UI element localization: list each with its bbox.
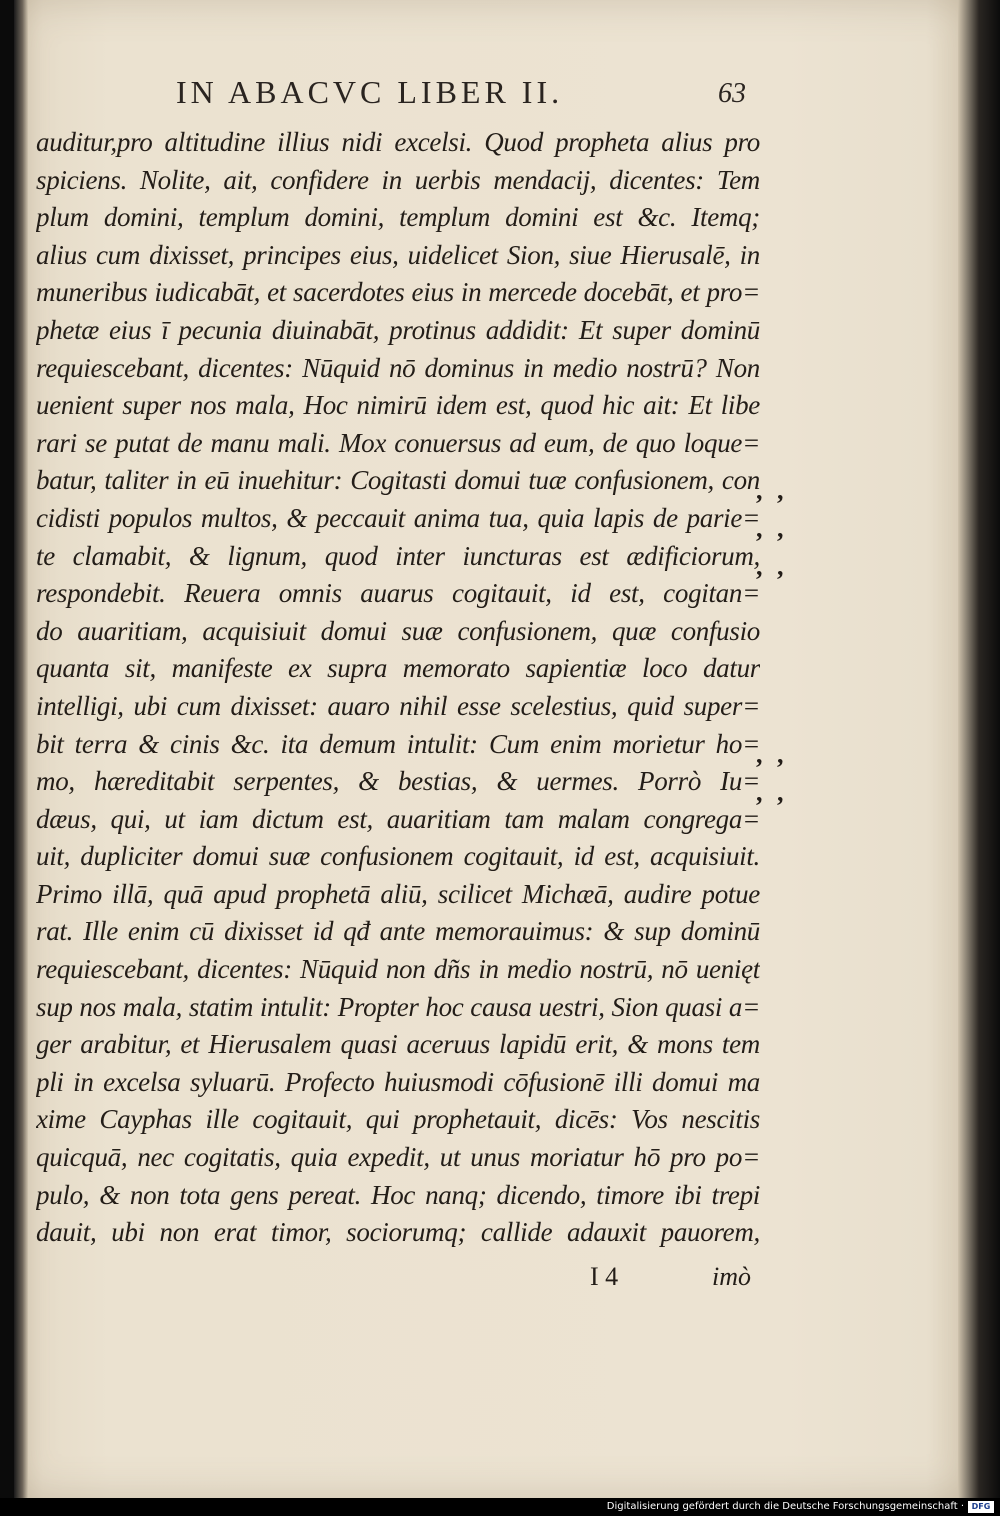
text-line: pli in excelsa syluarū. Profecto huiusmodi cōfusionē illi domui ma (36, 1066, 760, 1097)
text-line: te clamabit, & lignum, quod inter iuncturas est ædificiorum, (36, 540, 760, 571)
page-edge (958, 0, 1000, 1498)
marginal-quote-mark: , , (756, 552, 788, 581)
text-line: quanta sit, manifeste ex supra memorato sapientiæ loco datur (36, 653, 760, 684)
text-line: rat. Ille enim cū dixisset id qđ ante memorauimus: & sup dominū (36, 916, 760, 947)
text-line: uit, dupliciter domui suæ confusionem cogitauit, id est, acquisiuit. (36, 841, 760, 872)
marginal-quote-mark: , , (756, 740, 788, 769)
text-line: phetæ eius ī pecunia diuinabāt, protinus addidit: Et super dominū (36, 314, 760, 345)
text-line: Primo illā, quā apud prophetā aliū, scilicet Michæā, audire potue (36, 878, 760, 909)
text-line: quicquā, nec cogitatis, quia expedit, ut unus moriatur hō pro po= (36, 1142, 760, 1173)
text-line: spiciens. Nolite, ait, confidere in uerbis mendacij, dicentes: Tem (36, 164, 760, 195)
text-line: xime Cayphas ille cogitauit, qui prophetauit, dicēs: Vos nescitis (36, 1104, 760, 1135)
text-line: cidisti populos multos, & peccauit anima tua, quia lapis de parie= (36, 502, 760, 533)
dfg-logo: DFG (968, 1501, 994, 1513)
text-line: auditur,pro altitudine illius nidi excelsi. Quod propheta alius pro (36, 127, 760, 157)
text-line: intelligi, ubi cum dixisset: auaro nihil esse scelestius, quid super= (36, 690, 760, 721)
marginal-quote-mark: , , (756, 778, 788, 807)
footer-credit: Digitalisierung gefördert durch die Deutsche Forschungsgemeinschaft · (606, 1501, 964, 1512)
text-line: batur, taliter in eū inuehitur: Cogitasti domui tuæ confusionem, con (36, 465, 760, 496)
text-line: do auaritiam, acquisiuit domui suæ confusionem, quæ confusio (36, 615, 760, 646)
text-line: mo, hæreditabit serpentes, & bestias, & uermes. Porrò Iu= (36, 766, 760, 797)
text-line: sup nos mala, statim intulit: Propter hoc causa uestri, Sion quasi a= (36, 991, 760, 1022)
catchword: imò (712, 1262, 751, 1291)
text-line: dauit, ubi non erat timor, sociorumq; callide adauxit pauorem, (36, 1217, 760, 1248)
text-line: requiescebant, dicentes: Nūquid non dñs in medio nostrū, nō uenięt (36, 954, 760, 985)
folio-number: 63 (718, 78, 746, 109)
marginal-quote-mark: , , (756, 476, 788, 505)
text-block (36, 124, 760, 1252)
text-line: pulo, & non tota gens pereat. Hoc nanq; dicendo, timore ibi trepi (36, 1179, 760, 1210)
text-line: alius cum dixisset, principes eius, uidelicet Sion, siue Hierusalē, in (36, 239, 760, 270)
text-line: uenient super nos mala, Hoc nimirū idem est, quod hic ait: Et libe (36, 390, 760, 421)
text-line: rari se putat de manu mali. Mox conuersus ad eum, de quo loque= (36, 427, 760, 458)
text-line: dæus, qui, ut iam dictum est, auaritiam tam malam congrega= (36, 803, 760, 834)
footer-bar (0, 1498, 1000, 1516)
running-head: IN ABACVC LIBER II. (176, 74, 564, 110)
text-line: respondebit. Reuera omnis auarus cogitauit, id est, cogitan= (36, 578, 760, 609)
marginal-quote-mark: , , (756, 514, 788, 543)
text-line: plum domini, templum domini, templum domini est &c. Itemq; (36, 202, 760, 233)
book-spine (14, 0, 28, 1498)
text-line: requiescebant, dicentes: Nūquid nō dominus in medio nostrū? Non (36, 352, 760, 383)
text-line: ger arabitur, et Hierusalem quasi aceruus lapidū erit, & mons tem (36, 1029, 760, 1060)
text-line: bit terra & cinis &c. ita demum intulit: Cum enim morietur ho= (36, 728, 760, 759)
signature-mark: I 4 (590, 1262, 619, 1291)
text-line: muneribus iudicabāt, et sacerdotes eius in mercede docebāt, et pro= (36, 277, 760, 308)
